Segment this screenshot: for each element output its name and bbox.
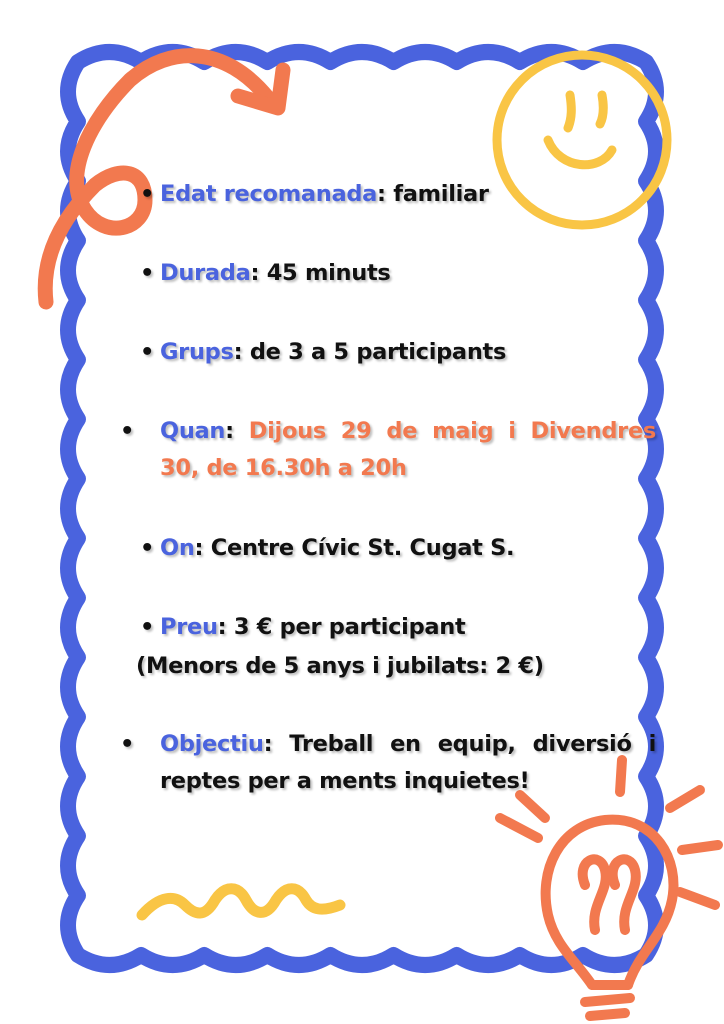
list-item-on <box>140 530 636 567</box>
list-item-quan <box>120 413 656 487</box>
item-label: Grups <box>160 339 234 365</box>
bullet: • <box>140 181 155 207</box>
item-value: de 3 a 5 participants <box>242 339 507 365</box>
list-item-edat <box>140 176 636 213</box>
item-separator: : <box>225 418 234 444</box>
item-label: Edat recomanada <box>160 181 378 207</box>
item-label: Objectiu <box>160 731 264 757</box>
item-label: On <box>160 535 195 561</box>
preu-note: (Menors de 5 anys i jubilats: 2 €) <box>136 653 544 679</box>
list-item-objectiu <box>120 726 656 800</box>
item-value: 3 € per participant <box>226 614 466 640</box>
list-item-grups <box>140 334 636 371</box>
bullet: • <box>140 614 155 640</box>
item-separator: : <box>217 614 227 640</box>
zigzag-squiggle-icon <box>142 889 340 915</box>
item-value: Dijous 29 de maig i Divendres 30, de 16.30h a 20h <box>160 418 656 481</box>
item-value: familiar <box>385 181 489 207</box>
bullet: • <box>140 260 155 286</box>
item-separator: : <box>263 731 273 757</box>
item-label: Quan <box>160 418 226 444</box>
item-value: Treball en equip, diversió i reptes per a ments inquietes! <box>160 731 656 794</box>
item-value: 45 minuts <box>259 260 391 286</box>
item-separator: : <box>233 339 243 365</box>
list-item-durada <box>140 255 636 292</box>
item-separator: : <box>194 535 204 561</box>
bullet: • <box>140 535 155 561</box>
item-label: Preu <box>160 614 218 640</box>
item-label: Durada <box>160 260 251 286</box>
item-separator: : <box>377 181 386 207</box>
item-value: Centre Cívic St. Cugat S. <box>203 535 515 561</box>
item-separator: : <box>250 260 260 286</box>
list-item-preu <box>140 609 636 646</box>
bullet: • <box>120 418 135 444</box>
bullet: • <box>140 339 155 365</box>
bullet: • <box>120 731 135 757</box>
